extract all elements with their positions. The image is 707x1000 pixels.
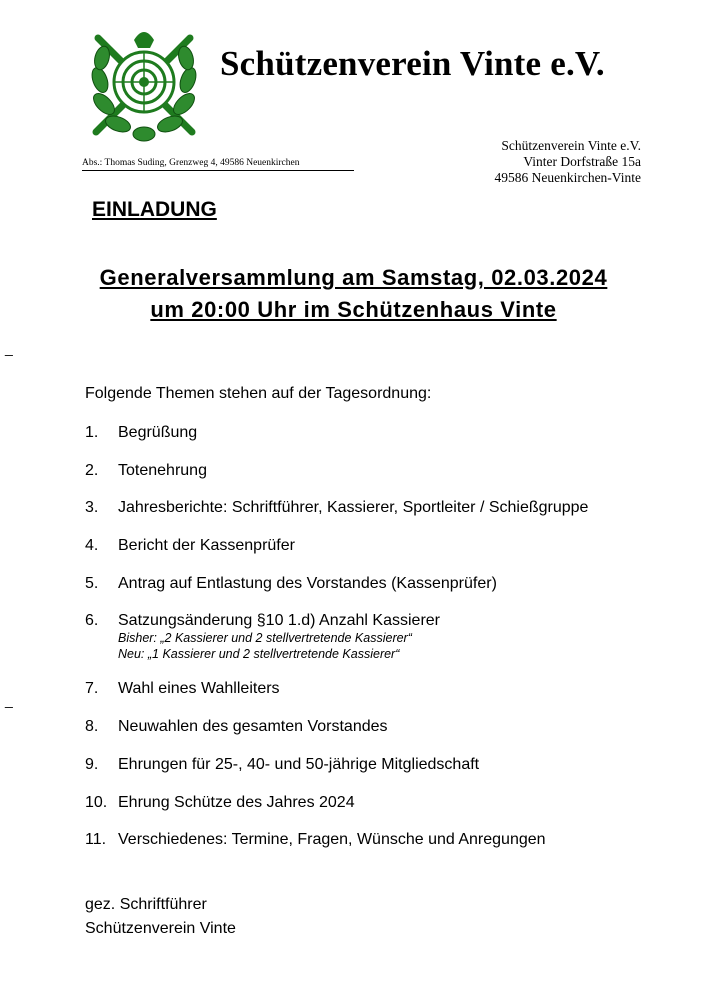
agenda-item bbox=[85, 679, 588, 698]
address-line: Vinter Dorfstraße 15a bbox=[523, 154, 641, 169]
agenda-number: 4. bbox=[85, 537, 99, 555]
agenda-note-new: Neu: „1 Kassierer und 2 stellvertretende Kassierer“ bbox=[118, 647, 400, 662]
agenda-number: 3. bbox=[85, 499, 99, 517]
agenda-text: Antrag auf Entlastung des Vorstandes (Kassenprüfer) bbox=[118, 574, 497, 592]
agenda-item bbox=[85, 755, 588, 774]
agenda-text: Ehrung Schütze des Jahres 2024 bbox=[118, 793, 355, 811]
club-title: Schützenverein Vinte e.V. bbox=[220, 44, 605, 83]
agenda-text: Neuwahlen des gesamten Vorstandes bbox=[118, 718, 388, 736]
signature-line: gez. Schriftführer bbox=[85, 896, 207, 913]
agenda-text: Verschiedenes: Termine, Fragen, Wünsche und Anregungen bbox=[118, 831, 546, 849]
agenda-text: Bericht der Kassenprüfer bbox=[118, 537, 295, 555]
agenda-number: 6. bbox=[85, 612, 99, 630]
fold-mark: _ bbox=[5, 692, 13, 708]
agenda-number: 2. bbox=[85, 461, 99, 479]
agenda-item bbox=[85, 793, 588, 812]
agenda-item bbox=[85, 574, 588, 593]
recipient-address bbox=[494, 138, 641, 186]
agenda-number: 10. bbox=[85, 793, 108, 811]
agenda-item bbox=[85, 498, 588, 517]
club-logo-icon bbox=[78, 20, 210, 152]
agenda-number: 9. bbox=[85, 755, 99, 773]
fold-mark: _ bbox=[5, 340, 13, 356]
event-line-date: Generalversammlung am Samstag, 02.03.2024 bbox=[99, 265, 608, 290]
agenda-item bbox=[85, 717, 588, 736]
agenda-item bbox=[85, 536, 588, 555]
agenda-text: Totenehrung bbox=[118, 461, 207, 479]
agenda-number: 7. bbox=[85, 680, 99, 698]
event-title bbox=[0, 262, 707, 326]
agenda-item bbox=[85, 830, 588, 849]
agenda-number: 8. bbox=[85, 718, 99, 736]
agenda-text: Jahresberichte: Schriftführer, Kassierer, Sportleiter / Schießgruppe bbox=[118, 499, 589, 517]
agenda-intro: Folgende Themen stehen auf der Tagesordnung: bbox=[85, 385, 432, 402]
agenda-number: 5. bbox=[85, 574, 99, 592]
address-line: Schützenverein Vinte e.V. bbox=[501, 138, 641, 153]
agenda-item bbox=[85, 611, 588, 662]
document-heading: EINLADUNG bbox=[92, 198, 217, 221]
agenda-text: Satzungsänderung §10 1.d) Anzahl Kassierer bbox=[118, 612, 440, 630]
sender-return-address: Abs.: Thomas Suding, Grenzweg 4, 49586 Neuenkirchen bbox=[82, 158, 354, 171]
agenda-text: Ehrungen für 25-, 40- und 50-jährige Mitgliedschaft bbox=[118, 755, 480, 773]
address-line: 49586 Neuenkirchen-Vinte bbox=[494, 170, 641, 185]
agenda-item bbox=[85, 461, 588, 480]
event-line-location: um 20:00 Uhr im Schützenhaus Vinte bbox=[150, 297, 557, 322]
agenda-number: 1. bbox=[85, 424, 99, 441]
signature-block bbox=[85, 893, 236, 941]
agenda-note-old: Bisher: „2 Kassierer und 2 stellvertretende Kassierer“ bbox=[118, 631, 412, 646]
agenda-text: Wahl eines Wahlleiters bbox=[118, 680, 280, 698]
signature-club: Schützenverein Vinte bbox=[85, 920, 236, 937]
agenda-text: Begrüßung bbox=[118, 424, 198, 441]
agenda-number: 11. bbox=[85, 831, 107, 849]
agenda-list bbox=[85, 423, 588, 868]
agenda-item bbox=[85, 423, 588, 442]
